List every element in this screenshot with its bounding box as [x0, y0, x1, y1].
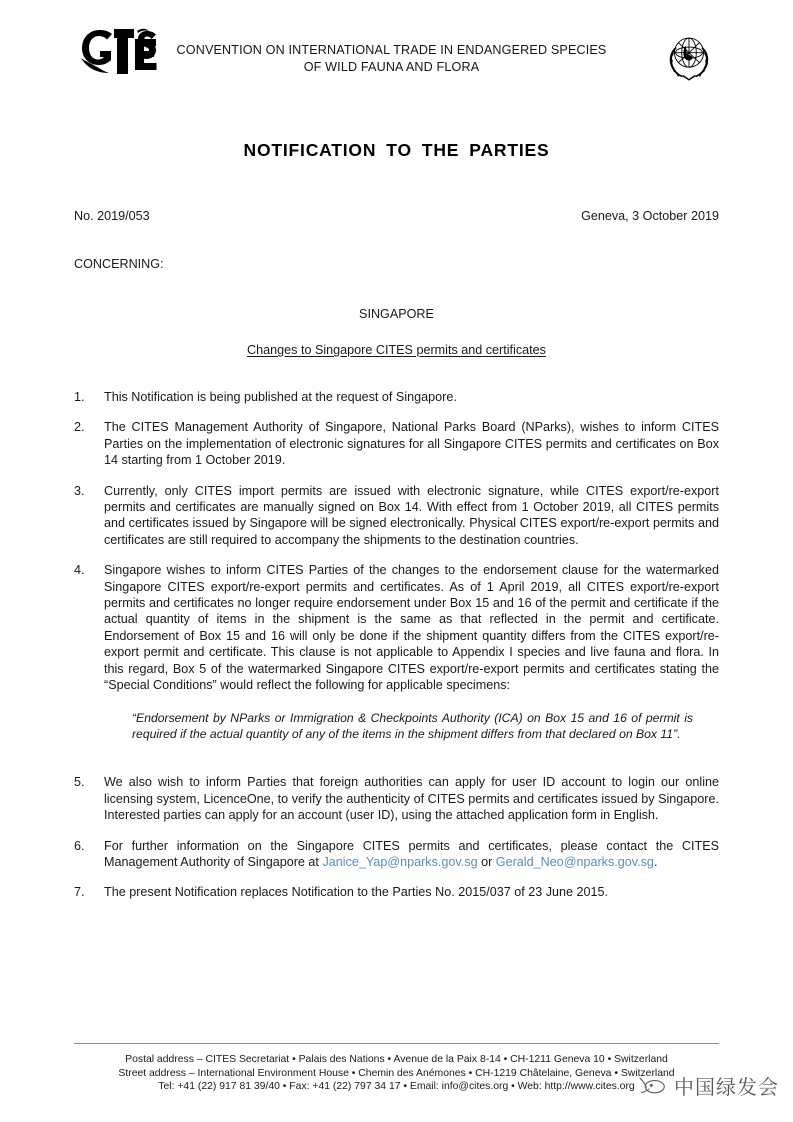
list-item-number: 2. — [74, 420, 85, 435]
concerning-country: SINGAPORE — [359, 307, 434, 321]
list-item-number: 4. — [74, 563, 85, 578]
list-item-text: Currently, only CITES import permits are issued with electronic signature, while CITES export/re-export permits and certificates are manually signed on Box 14. With effect from 1 October 2019, all CITES permits and certificates issued by Singapore will be signed electronically. Physical CITES export/re-export permits and certificates are still required to accompany the shipments to the destination countries. — [104, 483, 719, 547]
list-item-content — [104, 562, 719, 760]
notification-body — [74, 389, 719, 901]
document-subject — [74, 343, 719, 357]
concerning-label: CONCERNING: — [74, 257, 164, 271]
page-title — [74, 140, 719, 161]
list-item-text: Singapore wishes to inform CITES Parties of the changes to the endorsement clause for the watermarked Singapore CITES export/re-export permits and certificates. As of 1 April 2019, all CITES export/re-export permits and certificates no longer require endorsement under Box 15 and 16 of the permit and certificate if the actual quantity of items in the shipment is the same as that reflected in the permit and certificate. Endorsement of Box 15 and 16 will only be done if the shipment quantity differs from the CITES export/re-export permit and certificate. This clause is not applicable to Appendix I species and live fauna and flora. In this regard, Box 5 of the watermarked Singapore CITES export/re-export permits and certificates stating the “Special Conditions” would reflect the following for applicable specimens: — [104, 563, 719, 693]
list-item-number: 7. — [74, 885, 85, 900]
watermark-text: 中国绿发会 — [674, 1075, 779, 1099]
list-item — [74, 562, 719, 760]
list-item — [74, 884, 719, 900]
endorsement-clause-quote: “Endorsement by NParks or Immigration & Checkpoints Authority (ICA) on Box 15 and 16 of permit is required if the actual quantity of any of the items in the shipment differs from that declared on Box 11”. — [132, 710, 693, 741]
list-item — [74, 419, 719, 468]
list-item-text: This Notification is being published at the request of Singapore. — [104, 390, 457, 404]
list-item-text: The present Notification replaces Notification to the Parties No. 2015/037 of 23 June 2015. — [104, 885, 609, 900]
list-item-number: 3. — [74, 483, 85, 498]
notification-number: No. 2019/053 — [74, 209, 150, 223]
organization-title-line-1: CONVENTION ON INTERNATIONAL TRADE IN ENDANGERED SPECIES — [176, 43, 607, 57]
united-nations-emblem-icon — [661, 28, 717, 84]
footer-divider — [74, 1043, 719, 1044]
email-link-janice-yap[interactable]: Janice_Yap@nparks.gov.sg — [322, 854, 478, 869]
reference-row — [74, 209, 719, 223]
title-word-4: PARTIES — [469, 140, 550, 160]
document-masthead — [74, 24, 719, 106]
list-item-text — [104, 838, 719, 871]
list-item — [74, 838, 719, 871]
footer-contact-details: Tel: +41 (22) 917 81 39/40 • Fax: +41 (22) 797 34 17 • Email: info@cites.org • Web: http://www.cites.org — [158, 1081, 635, 1093]
footer-street-address: Street address – International Environment House • Chemin des Anémones • CH-1219 Châtelaine, Geneva • Switzerland — [118, 1067, 675, 1079]
list-item-number: 6. — [74, 838, 85, 853]
place-and-date: Geneva, 3 October 2019 — [581, 209, 719, 223]
list-item — [74, 389, 719, 405]
list-item — [74, 483, 719, 549]
list-item-number: 1. — [74, 390, 85, 404]
list-item-text: The CITES Management Authority of Singapore, National Parks Board (NParks), wishes to inform CITES Parties on the implementation of electronic signatures for all Singapore CITES permits and certificates on Box 14 starting from 1 October 2019. — [104, 420, 719, 468]
contact-text-lead: For further information on the Singapore CITES permits and certificates, please contact the CITES Management Authority of Singapore at — [104, 838, 719, 869]
organization-title-line-2: OF WILD FAUNA AND FLORA — [303, 59, 480, 74]
cites-logo-icon — [78, 26, 164, 84]
title-word-2: TO — [386, 140, 412, 160]
footer-postal-address: Postal address – CITES Secretariat • Palais des Nations • Avenue de la Paix 8-14 • CH-1211 Geneva 10 • Switzerland — [125, 1054, 668, 1066]
title-word-3: THE — [421, 140, 460, 160]
watermark — [637, 1071, 779, 1100]
list-item-number: 5. — [74, 775, 85, 790]
list-item-text: We also wish to inform Parties that foreign authorities can apply for user ID account to login our online licensing system, LicenceOne, to verify the authenticity of CITES permits and certificates issued by Singapore. Interested parties can apply for an account (user ID), using the attached application form in English. — [104, 775, 719, 823]
document-subject-text: Changes to Singapore CITES permits and certificates — [247, 343, 546, 357]
email-link-gerald-neo[interactable]: Gerald_Neo@nparks.gov.sg — [495, 854, 654, 869]
contact-text-conjunction: or — [477, 854, 496, 869]
organization-title — [174, 42, 609, 75]
title-word-1: NOTIFICATION — [243, 140, 377, 160]
contact-text-trailing: . — [653, 854, 658, 869]
list-item — [74, 774, 719, 823]
page-footer — [74, 1043, 719, 1094]
watermark-logo-icon — [637, 1075, 667, 1097]
